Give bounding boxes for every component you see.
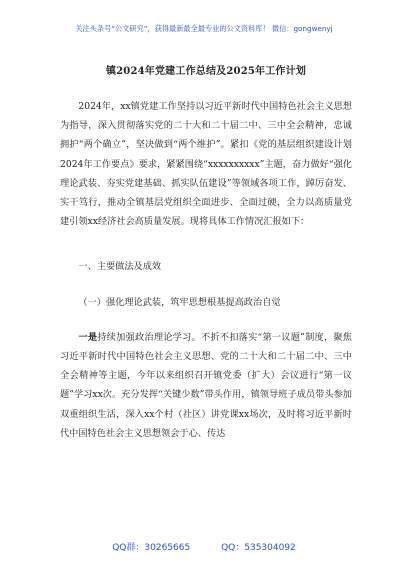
subsection-heading: （一）强化理论武装，筑牢思想根基提高政治自觉 — [78, 296, 281, 308]
paragraph-lead: 一是 — [78, 331, 98, 343]
footer-qq-group: QQ群：30265665 — [112, 543, 191, 553]
footer-contacts — [0, 540, 408, 553]
footer-qq: QQ：535304092 — [221, 543, 296, 553]
intro-paragraph: 2024年，xx镇党建工作坚持以习近平新时代中国特色社会主义思想为指导，深入贯彻落实党的二十大和二十届二中、三中全会精神，忠诚拥护“两个确立”，坚决做到“两个维护”。紧扣《党的基层组织建设计划2024年工作要点》要求，紧紧围绕“xxxxxxxxxx”主题，奋力做好“强化理论武装、夯实党建基础、抓实队伍建设”等领域各项工作，踔厉奋发、实干笃行，推动全镇基层党组织全面进步、全面过硬，全力以高质量党建引领xx经济社会高质量发展。现将具体工作情况汇报如下： — [60, 101, 352, 228]
document-body — [60, 62, 352, 443]
section-heading: 一、主要做法及成效 — [78, 261, 162, 273]
promo-header: 关注头条号“公文研究”，获得最新最全最专业的公文资料库！ 微信：gongwenyj — [75, 24, 333, 33]
document-title: 镇2024年党建工作总结及2025年工作计划 — [105, 66, 307, 77]
body-paragraph — [60, 328, 352, 443]
paragraph-text: 持续加强政治理论学习。不折不扣落实“第一议题”制度，聚焦习近平新时代中国特色社会主义思想、党的二十大和二十届二中、三中全会精神等主题，今年以来组织召开镇党委（扩大）会议进行“第一议题”学习xx次。充分发挥“关键少数”带头作用，镇领导班子成员带头参加双重组织生活，深入xx个村（社区）讲党课xx场次，及时将习近平新时代中国特色社会主义思想领会于心、传达 — [60, 331, 352, 439]
